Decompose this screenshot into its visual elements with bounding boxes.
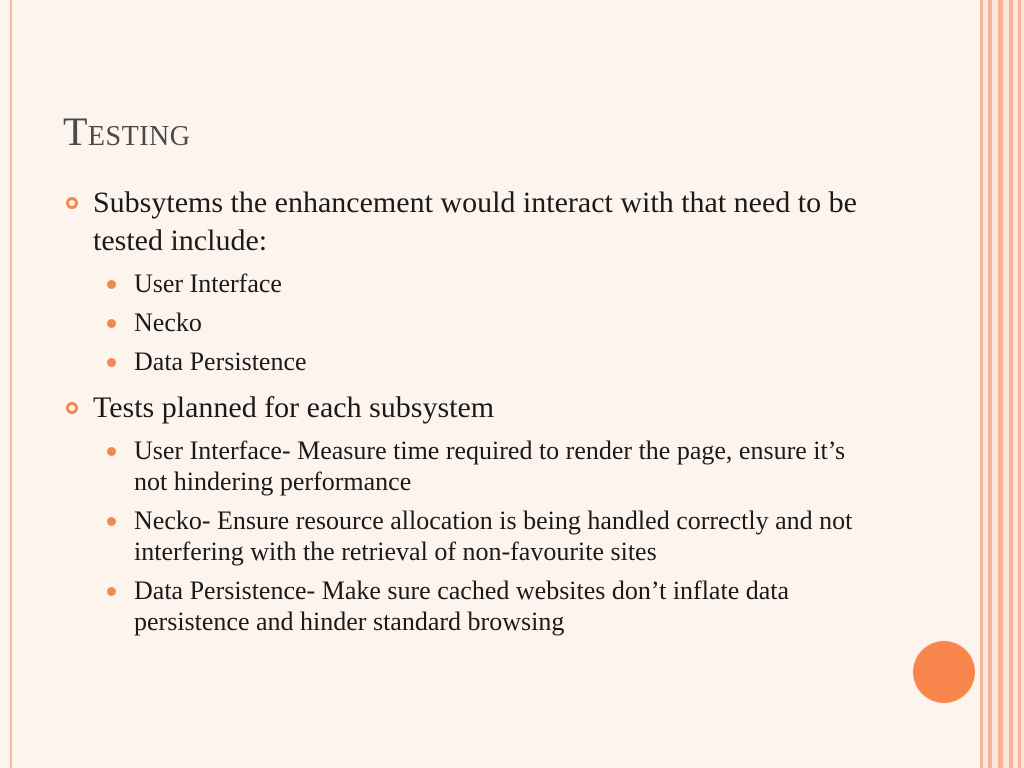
ring-bullet-icon	[66, 197, 78, 209]
sub-bullet-text: User Interface- Measure time required to render the page, ensure it’s not hindering performance	[134, 436, 846, 496]
sub-bullet-text: Data Persistence- Make sure cached websites don’t inflate data persistence and hinder standard browsing	[134, 576, 790, 636]
dot-bullet-icon	[107, 587, 116, 596]
decorative-stripe	[1009, 0, 1013, 768]
right-decorative-stripes	[980, 0, 1024, 768]
bullet-tests-planned	[66, 389, 878, 427]
bullet-text: Subsytems the enhancement would interact with that need to be tested include:	[93, 186, 857, 257]
dot-bullet-icon	[107, 319, 116, 328]
sub-bullet	[66, 346, 878, 377]
ring-bullet-icon	[66, 402, 78, 414]
sub-bullet-text: Data Persistence	[134, 347, 307, 376]
sub-bullet	[66, 435, 878, 497]
decorative-stripe	[1018, 0, 1021, 768]
sub-bullet-text: User Interface	[134, 269, 282, 298]
decorative-orange-circle	[913, 641, 975, 703]
dot-bullet-icon	[107, 358, 116, 367]
sub-bullet-text: Necko- Ensure resource allocation is being handled correctly and not interfering with the retrieval of non-favourite sites	[134, 506, 853, 566]
decorative-stripe	[998, 0, 1003, 768]
slide-body	[66, 184, 878, 637]
tests-sublist	[66, 435, 878, 637]
sub-bullet	[66, 268, 878, 299]
dot-bullet-icon	[107, 280, 116, 289]
left-border-line	[10, 0, 12, 768]
slide-title: Testing	[63, 109, 191, 154]
bullet-text: Tests planned for each subsystem	[93, 391, 495, 424]
sub-bullet	[66, 575, 878, 637]
dot-bullet-icon	[107, 447, 116, 456]
subsystems-sublist	[66, 268, 878, 377]
bullet-subsystems	[66, 184, 878, 260]
sub-bullet	[66, 307, 878, 338]
decorative-stripe	[988, 0, 992, 768]
sub-bullet	[66, 505, 878, 567]
sub-bullet-text: Necko	[134, 308, 202, 337]
dot-bullet-icon	[107, 517, 116, 526]
decorative-stripe	[980, 0, 983, 768]
